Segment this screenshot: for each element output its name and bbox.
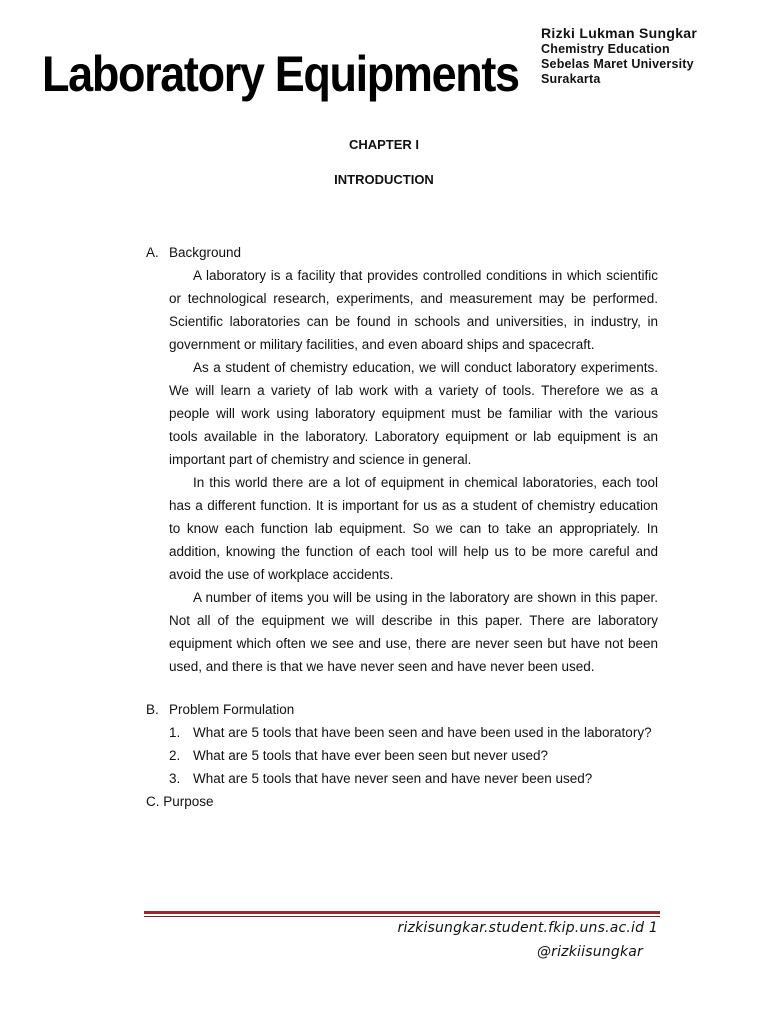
paragraph: A laboratory is a facility that provides controlled conditions in which scientific or technological research, experiments, and measurement may be performed. Scientific laboratories can be found in schools and universities, in industry, in government or military facilities, and even aboard ships and spacecraft. bbox=[169, 268, 658, 352]
section-title: Problem Formulation bbox=[169, 702, 295, 717]
affiliation-department: Chemistry Education bbox=[541, 42, 670, 56]
paragraph: A number of items you will be using in the laboratory are shown in this paper. Not all of the equipment we will describe in this paper. There are laboratory equipment which often we see and use, there are never seen but have not been used, and there is that we have never seen and have never been used. bbox=[169, 590, 658, 674]
section-title: Background bbox=[169, 245, 242, 260]
list-text: What are 5 tools that have been seen and have been used in the laboratory? bbox=[193, 725, 652, 740]
list-number: 2. bbox=[169, 748, 181, 763]
paragraph: In this world there are a lot of equipment in chemical laboratories, each tool has a different function. It is important for us as a student of chemistry education to know each function lab equipment. So we can to take an appropriately. In addition, knowing the function of each tool will help us to be more careful and avoid the use of workplace accidents. bbox=[169, 475, 658, 582]
problem-list bbox=[169, 721, 658, 790]
chapter-label: CHAPTER I bbox=[348, 137, 420, 152]
section-letter: A. bbox=[146, 245, 159, 260]
paragraph: As a student of chemistry education, we will conduct laboratory experiments. We will learn a variety of lab work with a variety of tools. Therefore we as a people will work using laboratory equipment must be familiar with the various tools available in the laboratory. Laboratory equipment or lab equipment is an important part of chemistry and science in general. bbox=[169, 360, 658, 467]
document-body bbox=[146, 241, 658, 813]
list-text: What are 5 tools that have never seen and have never been used? bbox=[193, 771, 593, 786]
author-name: Rizki Lukman Sungkar bbox=[541, 25, 698, 41]
chapter-title: INTRODUCTION bbox=[334, 172, 434, 187]
list-text: What are 5 tools that have ever been seen but never used? bbox=[193, 748, 548, 763]
list-number: 1. bbox=[169, 725, 181, 740]
section-heading-problem-formulation bbox=[146, 698, 658, 721]
author-block bbox=[541, 25, 697, 87]
affiliation-city: Surakarta bbox=[541, 72, 601, 86]
affiliation-university: Sebelas Maret University bbox=[541, 57, 694, 71]
list-item bbox=[169, 767, 658, 790]
section-heading-background bbox=[146, 241, 658, 264]
footer-handle: @rizkiisungkar bbox=[536, 944, 643, 960]
list-number: 3. bbox=[169, 771, 181, 786]
section-heading-purpose: C. Purpose bbox=[146, 794, 214, 809]
list-item bbox=[169, 744, 658, 767]
footer-rule bbox=[144, 911, 660, 917]
list-item bbox=[169, 721, 658, 744]
section-letter: B. bbox=[146, 702, 159, 717]
footer-url: rizkisungkar.student.fkip.uns.ac.id 1 bbox=[397, 920, 658, 936]
document-title: Laboratory Equipments bbox=[42, 46, 519, 102]
